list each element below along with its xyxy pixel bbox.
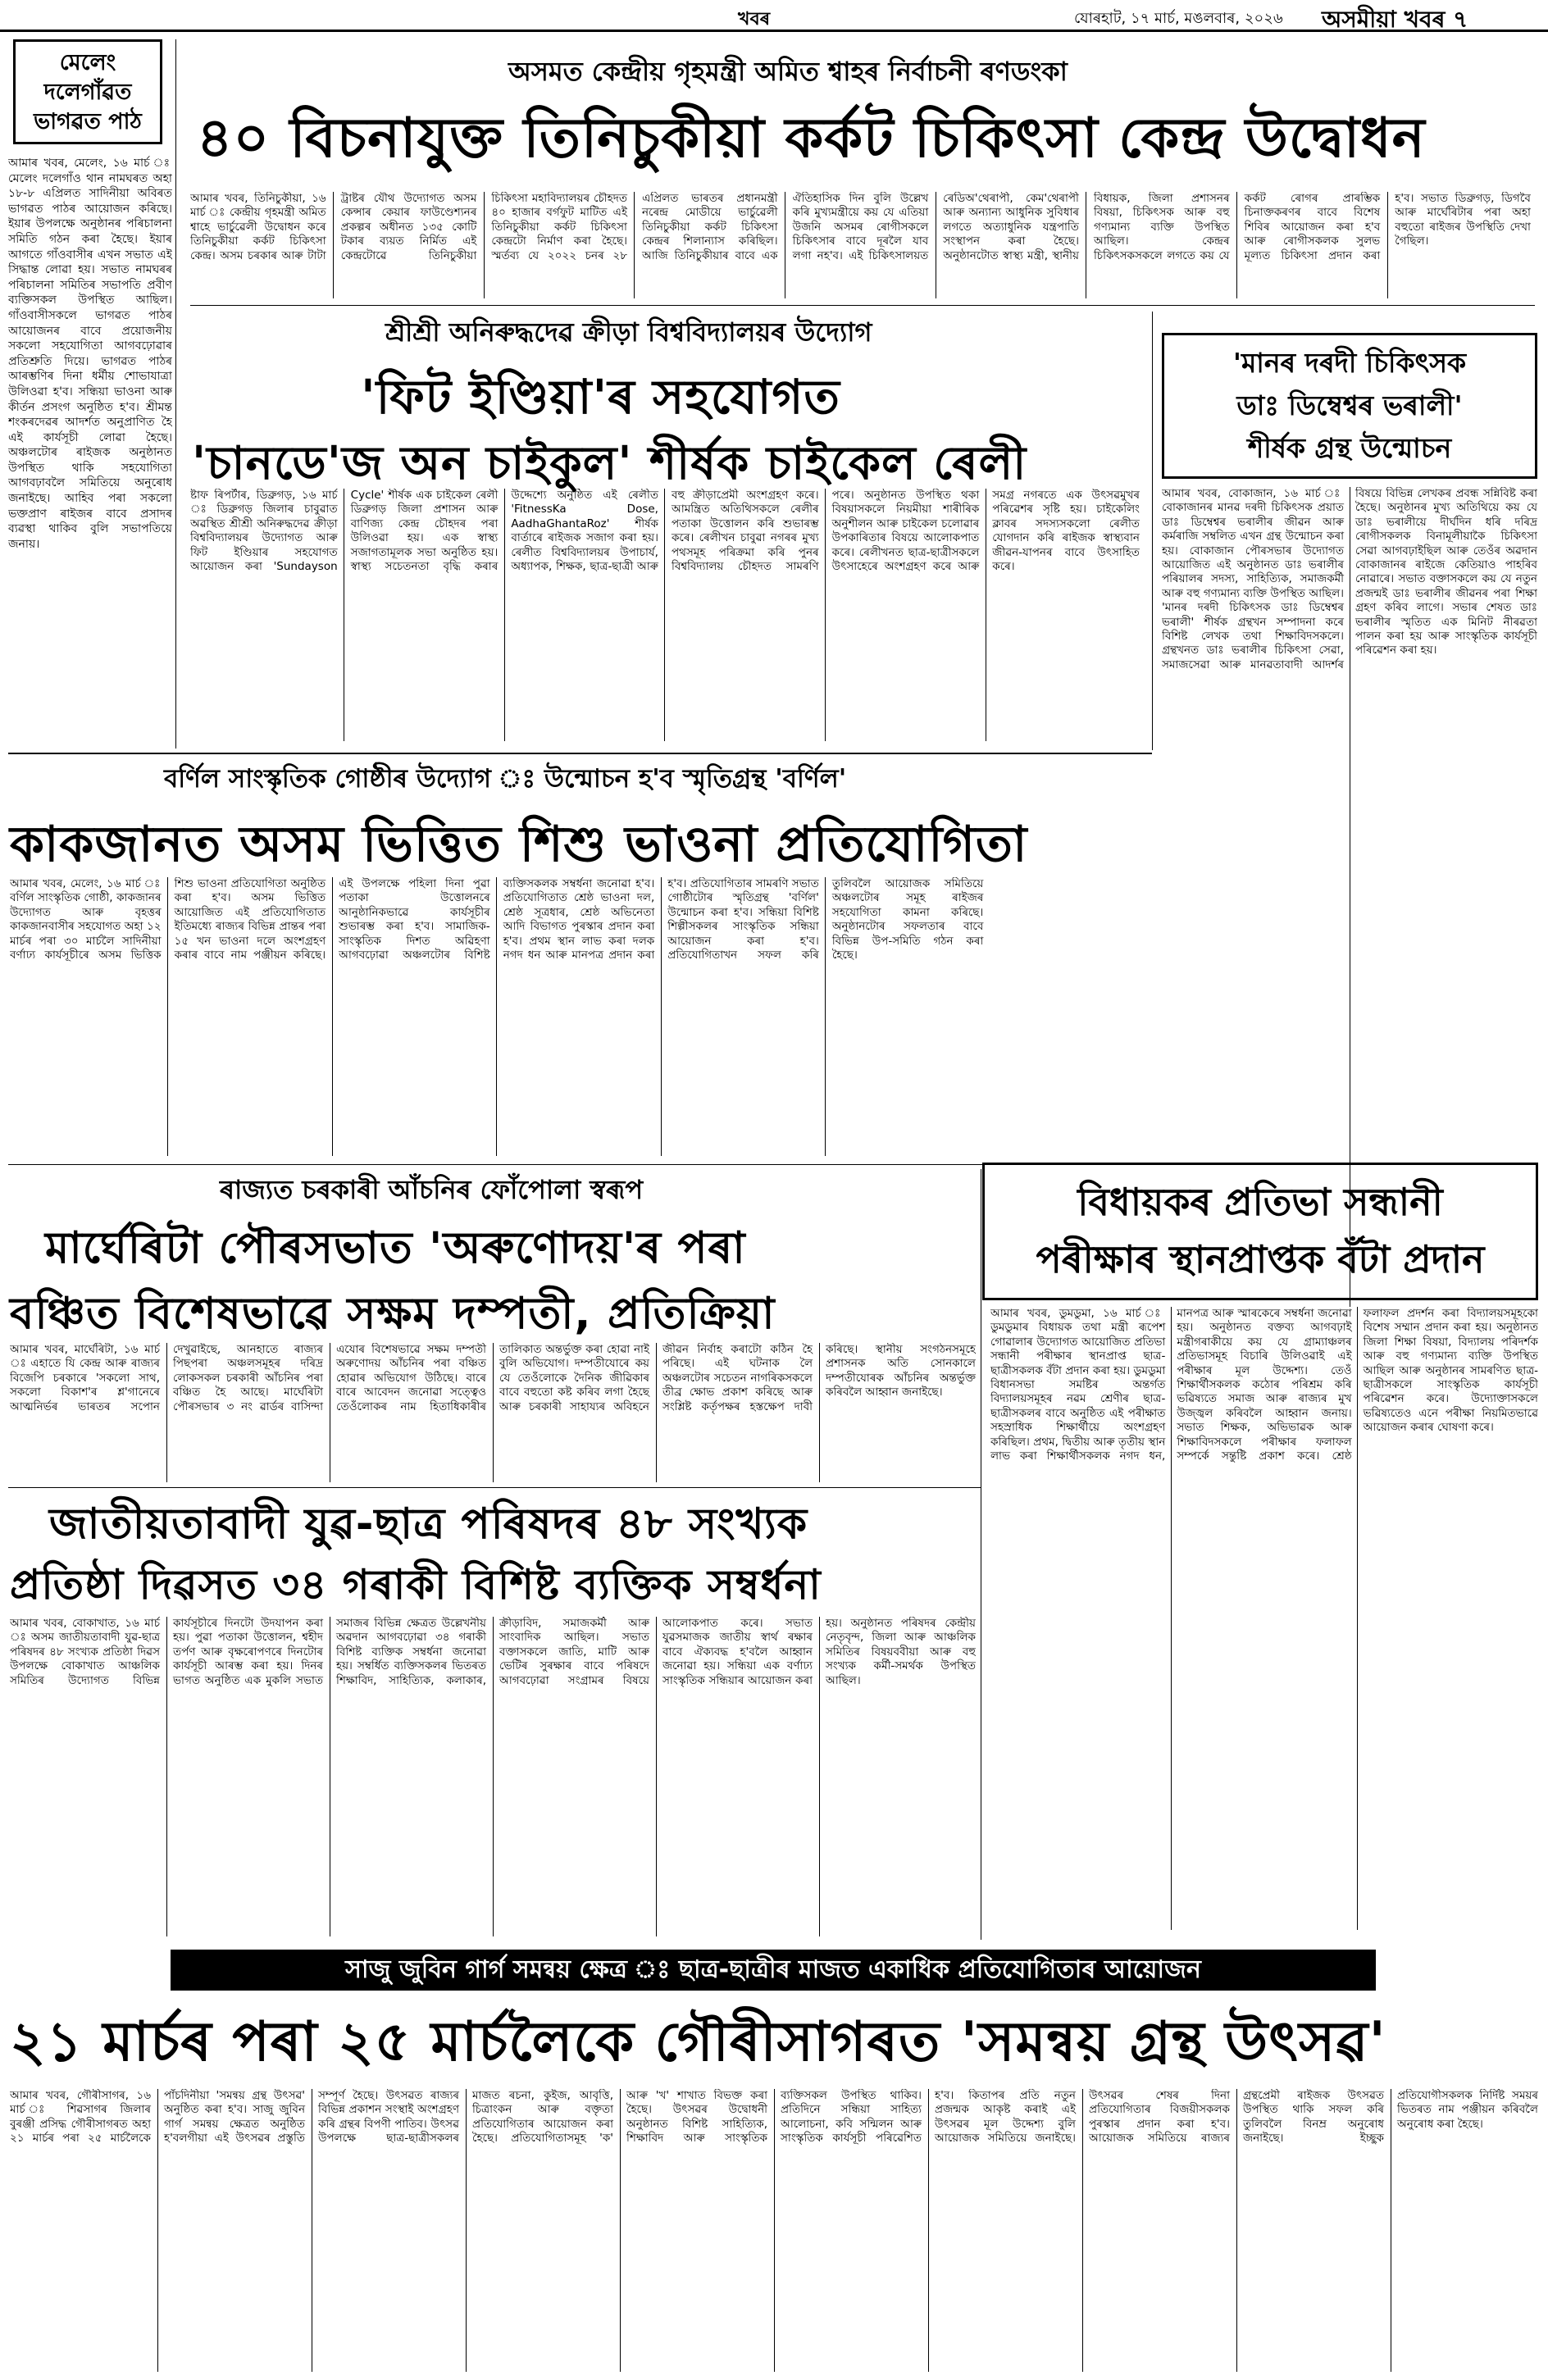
samannay-body: আমাৰ খবৰ, গৌৰীসাগৰ, ১৬ মাৰ্চ ঃ শিৱসাগৰ জিলাৰ বুৰঞ্জী প্ৰসিদ্ধ গৌৰীসাগৰত অহা ২১ মাৰ্চৰ পৰা ২৫ মাৰ্চলৈকে পাঁচদিনীয়া 'সমন্বয় গ্ৰন্থ উৎসৱ' অনুষ্ঠিত কৰা হ'ব। সাজু জুবিন গাৰ্গ সমন্বয় ক্ষেত্ৰত অনুষ্ঠিত হ'বলগীয়া এই উৎসৱৰ প্ৰস্তুতি সম্পূৰ্ণ হৈছে। উৎসৱত ৰাজ্যৰ বিভিন্ন প্ৰকাশন সংস্থাই অংশগ্ৰহণ কৰি গ্ৰন্থৰ বিপণী পাতিব। উৎসৱ উপলক্ষে ছাত্ৰ-ছাত্ৰীসকলৰ মাজত ৰচনা, কুইজ, আবৃত্তি, চিত্ৰাংকন আৰু বক্তৃতা প্ৰতিযোগিতাৰ আয়োজন কৰা হৈছে। প্ৰতিযোগিতাসমূহ 'ক' আৰু 'খ' শাখাত বিভক্ত কৰা হৈছে। উৎসৱৰ উদ্বোধনী অনুষ্ঠানত বিশিষ্ট সাহিত্যিক, শিক্ষাবিদ আৰু সাংস্কৃতিক ব্যক্তিসকল উপস্থিত থাকিব। প্ৰতিদিনে সন্ধিয়া সাহিত্য আলোচনা, কবি সন্মিলন আৰু সাংস্কৃতিক কাৰ্যসূচী পৰিৱেশিত হ'ব। কিতাপৰ প্ৰতি নতুন প্ৰজন্মক আকৃষ্ট কৰাই এই উৎসৱৰ মূল উদ্দেশ্য বুলি আয়োজক সমিতিয়ে জনাইছে। উৎসৱৰ শেষৰ দিনা প্ৰতিযোগিতাৰ বিজয়ীসকলক পুৰস্কাৰ প্ৰদান কৰা হ'ব। আয়োজক সমিতিয়ে ৰাজ্যৰ গ্ৰন্থপ্ৰেমী ৰাইজক উৎসৱত উপস্থিত থাকি সফল কৰি তুলিবলৈ বিনম্ৰ অনুৰোধ জনাইছে। ইচ্ছুক প্ৰতিযোগীসকলক নিৰ্দিষ্ট সময়ৰ ভিতৰত নাম পঞ্জীয়ন কৰিবলৈ অনুৰোধ কৰা হৈছে।: [10, 2089, 1538, 2146]
sidebar-body: আমাৰ খবৰ, মেলেং, ১৬ মাৰ্চ ঃ মেলেং দলেগাঁও থান নামঘৰত অহা ১৮-৮ এপ্ৰিলত সাদিনীয়া অবিৰত ভাগৱত পাঠৰ আয়োজন কৰিছে। ইয়াৰ উপলক্ষে অনুষ্ঠানৰ পৰিচালনা সমিতি গঠন কৰা হৈছে। ইয়াৰ আগতে গাঁওবাসীৰ এখন সভাত এই সিদ্ধান্ত লোৱা হয়। সভাত নামঘৰৰ পৰিচালনা সমিতিৰ সভাপতি প্ৰবীণ ব্যক্তিসকল উপস্থিত আছিল। গাঁওবাসীসকলে ভাগৱত পাঠৰ আয়োজনৰ বাবে প্ৰয়োজনীয় সকলো সহযোগিতা আগবঢ়োৱাৰ প্ৰতিশ্ৰুতি দিয়ে। ভাগৱত পাঠৰ আৰম্ভণিৰ দিনা ধৰ্মীয় শোভাযাত্ৰা উলিওৱা হ'ব। সন্ধিয়া ভাওনা আৰু কীৰ্তন প্ৰসংগ অনুষ্ঠিত হ'ব। শ্ৰীমন্ত শংকৰদেৱৰ আদৰ্শত অনুপ্ৰাণিত হৈ এই কাৰ্যসূচী লোৱা হৈছে। অঞ্চলটোৰ ৰাইজক অনুষ্ঠানত উপস্থিত থাকি সহযোগিতা আগবঢ়াবলৈ সমিতিয়ে অনুৰোধ জনাইছে। আহিব পৰা সকলো ভক্তপ্ৰাণ ৰাইজৰ বাবে প্ৰসাদৰ ব্যৱস্থা থাকিব বুলি সভাপতিয়ে জনায়।: [8, 157, 172, 551]
pratibha-headline-2: পৰীক্ষাৰ স্থানপ্ৰাপ্তক বঁটা প্ৰদান: [1036, 1237, 1485, 1281]
bhaona-kicker: বৰ্ণিল সাংস্কৃতিক গোষ্ঠীৰ উদ্যোগ ঃ উন্মোচন হ'ব স্মৃতিগ্ৰন্থ 'বৰ্ণিল': [164, 764, 847, 794]
margherita-headline-2: বঞ্চিত বিশেষভাৱে সক্ষম দম্পতী, প্ৰতিক্ৰিয়া: [10, 1289, 776, 1339]
jatiyatabadi-top-rule: [8, 1487, 981, 1488]
lead-kicker: অসমত কেন্দ্ৰীয় গৃহমন্ত্ৰী অমিত শ্বাহৰ নিৰ্বাচনী ৰণডংকা: [508, 56, 1068, 87]
fit-india-headline-1: 'ফিট ইণ্ডিয়া'ৰ সহযোগত: [361, 369, 840, 425]
pratibha-headline-1: বিধায়কৰ প্ৰতিভা সন্ধানী: [1077, 1180, 1443, 1224]
samannay-kicker-banner: [171, 1950, 1376, 1991]
masthead-brand: অসমীয়া খবৰ ৭: [1322, 6, 1468, 33]
margherita-body: আমাৰ খবৰ, মাৰ্ঘেৰিটা, ১৬ মাৰ্চ ঃ এহাতে যি কেন্দ্ৰ আৰু ৰাজ্যৰ বিজেপি চৰকাৰে 'সকলো সাথ, সকলো বিকাশ'ৰ শ্ল'গানেৰে আত্মনিৰ্ভৰ ভাৰতৰ সপোন দেখুৱাইছে, আনহাতে ৰাজ্যৰ পিছপৰা অঞ্চলসমূহৰ দৰিদ্ৰ লোকসকল চৰকাৰী আঁচনিৰ পৰা বঞ্চিত হৈ আছে। মাৰ্ঘেৰিটা পৌৰসভাৰ ৩ নং ৱাৰ্ডৰ বাসিন্দা এযোৰ বিশেষভাৱে সক্ষম দম্পতী অৰুণোদয় আঁচনিৰ পৰা বঞ্চিত হোৱাৰ অভিযোগ উঠিছে। বাৰে বাৰে আবেদন জনোৱা সত্ত্বেও তেওঁলোকৰ নাম হিতাধিকাৰীৰ তালিকাত অন্তৰ্ভুক্ত কৰা হোৱা নাই বুলি অভিযোগ। দম্পতীযোৰে কয় যে তেওঁলোকে দৈনিক জীৱিকাৰ বাবে বহুতো কষ্ট কৰিব লগা হৈছে আৰু চৰকাৰী সাহায্যৰ অবিহনে জীৱন নিৰ্বাহ কৰাটো কঠিন হৈ পৰিছে। এই ঘটনাক লৈ অঞ্চলটোৰ সচেতন নাগৰিকসকলে তীব্ৰ ক্ষোভ প্ৰকাশ কৰিছে আৰু সংশ্লিষ্ট কৰ্তৃপক্ষৰ হস্তক্ষেপ দাবী কৰিছে। স্থানীয় সংগঠনসমূহে প্ৰশাসনক অতি সোনকালে দম্পতীযোৰক আঁচনিৰ অন্তৰ্ভুক্ত কৰিবলৈ আহ্বান জনাইছে।: [10, 1343, 976, 1413]
page-header: [0, 0, 1548, 32]
fit-india-headline-2: 'চানডে'জ অন চাইকুল' শীৰ্ষক চাইকেল ৰেলী: [192, 437, 1027, 490]
pratibha-body: আমাৰ খবৰ, ডুমডুমা, ১৬ মাৰ্চ ঃ ডুমডুমাৰ বিধায়ক তথা মন্ত্ৰী ৰূপেশ গোৱালাৰ উদ্যোগত আয়োজিত প্ৰতিভা সন্ধানী পৰীক্ষাৰ স্থানপ্ৰাপ্ত ছাত্ৰ-ছাত্ৰীসকলক বঁটা প্ৰদান কৰা হয়। ডুমডুমা বিধানসভা সমষ্টিৰ অন্তৰ্গত বিদ্যালয়সমূহৰ নৱম শ্ৰেণীৰ ছাত্ৰ-ছাত্ৰীসকলৰ বাবে অনুষ্ঠিত এই পৰীক্ষাত সহস্ৰাধিক শিক্ষাৰ্থীয়ে অংশগ্ৰহণ কৰিছিল। প্ৰথম, দ্বিতীয় আৰু তৃতীয় স্থান লাভ কৰা শিক্ষাৰ্থীসকলক নগদ ধন, মানপত্ৰ আৰু স্মাৰকেৰে সম্বৰ্ধনা জনোৱা হয়। অনুষ্ঠানত বক্তব্য আগবঢ়াই মন্ত্ৰীগৰাকীয়ে কয় যে গ্ৰাম্যাঞ্চলৰ প্ৰতিভাসমূহ বিচাৰি উলিওৱাই এই পৰীক্ষাৰ মূল উদ্দেশ্য। তেওঁ শিক্ষাৰ্থীসকলক কঠোৰ পৰিশ্ৰম কৰি ভৱিষ্যতে সমাজ আৰু ৰাজ্যৰ মুখ উজ্জ্বল কৰিবলৈ আহ্বান জনায়। সভাত শিক্ষক, অভিভাৱক আৰু শিক্ষাবিদসকলে পৰীক্ষাৰ ফলাফল সম্পৰ্কে সন্তুষ্টি প্ৰকাশ কৰে। শ্ৰেষ্ঠ ফলাফল প্ৰদৰ্শন কৰা বিদ্যালয়সমূহকো বিশেষ সম্মান প্ৰদান কৰা হয়। অনুষ্ঠানত জিলা শিক্ষা বিষয়া, বিদ্যালয় পৰিদৰ্শক আৰু বহু গণ্যমান্য ব্যক্তি উপস্থিত আছিল আৰু অনুষ্ঠানৰ সামৰণিত ছাত্ৰ-ছাত্ৰীসকলে সাংস্কৃতিক কাৰ্যসূচী পৰিৱেশন কৰে। উদ্যোক্তাসকলে ভৱিষ্যতেও এনে পৰীক্ষা নিয়মিতভাৱে আয়োজন কৰাৰ ঘোষণা কৰে।: [990, 1307, 1538, 1463]
section-label: খবৰ: [738, 9, 771, 30]
sidebar-title-2: দলেগাঁৱত: [43, 80, 132, 105]
margherita-headline-1: মাৰ্ঘেৰিটা পৌৰসভাত 'অৰুণোদয়'ৰ পৰা: [45, 1223, 746, 1273]
bhaona-headline: কাকজানত অসম ভিত্তিত শিশু ভাওনা প্ৰতিযোগিতা: [10, 816, 1028, 873]
samannay-headline: ২১ মাৰ্চৰ পৰা ২৫ মাৰ্চলৈকে গৌৰীসাগৰত 'সমন্বয় গ্ৰন্থ উৎসৱ': [10, 2009, 1386, 2073]
fit-india-kicker: শ্ৰীশ্ৰী অনিৰুদ্ধদেৱ ক্ৰীড়া বিশ্ববিদ্যালয়ৰ উদ্যোগ: [385, 316, 872, 348]
lead-body: আমাৰ খবৰ, তিনিচুকীয়া, ১৬ মাৰ্চ ঃ কেন্দ্ৰীয় গৃহমন্ত্ৰী অমিত শ্বাহে ভাৰ্চুৱেলী উদ্বোধন কৰে তিনিচুকীয়া কৰ্কট চিকিৎসা কেন্দ্ৰ। অসম চৰকাৰ আৰু টাটা ট্ৰাষ্টৰ যৌথ উদ্যোগত অসম কেন্সাৰ কেয়াৰ ফাউণ্ডেশ্যনৰ প্ৰকল্পৰ অধীনত ১৩৫ কোটি টকাৰ ব্যয়ত নিৰ্মিত এই কেন্দ্ৰটোৱে তিনিচুকীয়া চিকিৎসা মহাবিদ্যালয়ৰ চৌহদত ৪০ হাজাৰ বৰ্গফুট মাটিত এই তিনিচুকীয়া কৰ্কট চিকিৎসা কেন্দ্ৰটো নিৰ্মাণ কৰা হৈছে। স্মৰ্তব্য যে ২০২২ চনৰ ২৮ এপ্ৰিলত ভাৰতৰ প্ৰধানমন্ত্ৰী নৰেন্দ্ৰ মোডীয়ে ভাৰ্চুৱেলী তিনিচুকীয়া কৰ্কট চিকিৎসা কেন্দ্ৰৰ শিলান্যাস কৰিছিল। আজি তিনিচুকীয়াৰ বাবে এক ঐতিহাসিক দিন বুলি উল্লেখ কৰি মুখ্যমন্ত্ৰীয়ে কয় যে এতিয়া উজনি অসমৰ ৰোগীসকলে চিকিৎসাৰ বাবে দূৰলৈ যাব লগা নহ'ব। এই চিকিৎসালয়ত ৰেডিঅ'থেৰাপী, কেম'থেৰাপী আৰু অন্যান্য আধুনিক সুবিধাৰ লগতে অত্যাধুনিক যন্ত্ৰপাতি সংস্থাপন কৰা হৈছে। অনুষ্ঠানটোত স্বাস্থ্য মন্ত্ৰী, স্থানীয় বিধায়ক, জিলা প্ৰশাসনৰ বিষয়া, চিকিৎসক আৰু বহু গণ্যমান্য ব্যক্তি উপস্থিত আছিল। কেন্দ্ৰৰ চিকিৎসকসকলে লগতে কয় যে কৰ্কট ৰোগৰ প্ৰাৰম্ভিক চিনাক্তকৰণৰ বাবে বিশেষ শিবিৰ আয়োজন কৰা হ'ব আৰু ৰোগীসকলক সুলভ মূল্যত চিকিৎসা প্ৰদান কৰা হ'ব। সভাত ডিব্ৰুগড়, ডিগবৈ আৰু মাৰ্ঘেৰিটাৰ পৰা অহা বহুতো ৰাইজৰ উপস্থিতি দেখা গৈছিল।: [190, 192, 1531, 262]
main-right-divider: [1152, 312, 1153, 750]
jatiyatabadi-headline-1: জাতীয়তাবাদী যুৱ-ছাত্ৰ পৰিষদৰ ৪৮ সংখ্যক: [49, 1499, 808, 1549]
book-launch-headline-2: ডাঃ ডিম্বেশ্বৰ ভৰালী': [1236, 389, 1463, 421]
samannay-kicker: সাজু জুবিন গাৰ্গ সমন্বয় ক্ষেত্ৰ ঃ ছাত্ৰ-ছাত্ৰীৰ মাজত একাধিক প্ৰতিযোগিতাৰ আয়োজন: [345, 1955, 1201, 1984]
page-number: ৭: [1453, 6, 1468, 33]
book-launch-headline-1: 'মানৰ দৰদী চিকিৎসক: [1232, 347, 1467, 379]
lead-rule: [190, 305, 1535, 306]
book-launch-title-box: [1162, 333, 1537, 479]
sidebar-divider: [175, 39, 176, 749]
book-launch-headline-3: শীৰ্ষক গ্ৰন্থ উন্মোচন: [1247, 432, 1452, 464]
fit-india-body: ষ্টাফ ৰিপৰ্টাৰ, ডিব্ৰুগড়, ১৬ মাৰ্চ ঃ ডিব্ৰুগড় জিলাৰ চাবুৱাত অৱস্থিত শ্ৰীশ্ৰী অনিৰুদ্ধদেৱ ক্ৰীড়া বিশ্ববিদ্যালয়ৰ উদ্যোগত আৰু ফিট ইণ্ডিয়াৰ সহযোগত আয়োজন কৰা 'Sundayson Cycle' শীৰ্ষক এক চাইকেল ৰেলী ডিব্ৰুগড় জিলা প্ৰশাসন আৰু বাণিজ্য কেন্দ্ৰ চৌহদৰ পৰা উলিওৱা হয়। এক স্বাস্থ্য সজাগতামূলক সভা অনুষ্ঠিত হয়। স্বাস্থ্য সচেতনতা বৃদ্ধি কৰাৰ উদ্দেশ্যে অনুষ্ঠিত এই ৰেলীত 'FitnessKa Dose, AadhaGhantaRoz' শীৰ্ষক বাৰ্তাৰে ৰাইজক সজাগ কৰা হয়। ৰেলীত বিশ্ববিদ্যালয়ৰ উপাচাৰ্য, অধ্যাপক, শিক্ষক, ছাত্ৰ-ছাত্ৰী আৰু বহু ক্ৰীড়াপ্ৰেমী অংশগ্ৰহণ কৰে। আমন্ত্ৰিত অতিথিসকলে ৰেলীৰ পতাকা উত্তোলন কৰি শুভাৰম্ভ কৰে। ৰেলীখন চাবুৱা নগৰৰ মুখ্য পথসমূহ পৰিক্ৰমা কৰি পুনৰ বিশ্ববিদ্যালয় চৌহদত সামৰণি পৰে। অনুষ্ঠানত উপস্থিত থকা বিষয়াসকলে নিয়মীয়া শাৰীৰিক অনুশীলন আৰু চাইকেল চলোৱাৰ উপকাৰিতাৰ বিষয়ে আলোকপাত কৰে। ৰেলীখনত ছাত্ৰ-ছাত্ৰীসকলে উৎসাহেৰে অংশগ্ৰহণ কৰে আৰু সমগ্ৰ নগৰতে এক উৎসৱমুখৰ পৰিৱেশৰ সৃষ্টি হয়। চাইকেলিং ক্লাবৰ সদস্যসকলো ৰেলীত যোগদান কৰি ৰাইজক স্বাস্থ্যবান জীৱন-যাপনৰ বাবে উৎসাহিত কৰে।: [190, 489, 1140, 574]
jatiyatabadi-body: আমাৰ খবৰ, বোকাখাত, ১৬ মাৰ্চ ঃ অসম জাতীয়তাবাদী যুৱ-ছাত্ৰ পৰিষদৰ ৪৮ সংখ্যক প্ৰতিষ্ঠা দিৱস উপলক্ষে বোকাখাত আঞ্চলিক সমিতিৰ উদ্যোগত বিভিন্ন কাৰ্যসূচীৰে দিনটো উদযাপন কৰা হয়। পুৱা পতাকা উত্তোলন, শ্বহীদ তৰ্পণ আৰু বৃক্ষৰোপণৰে দিনটোৰ কাৰ্যসূচী আৰম্ভ কৰা হয়। দিনৰ ভাগত অনুষ্ঠিত এক মুকলি সভাত সমাজৰ বিভিন্ন ক্ষেত্ৰত উল্লেখনীয় অৱদান আগবঢ়োৱা ৩৪ গৰাকী বিশিষ্ট ব্যক্তিক সম্বৰ্ধনা জনোৱা হয়। সম্বৰ্ধিত ব্যক্তিসকলৰ ভিতৰত শিক্ষাবিদ, সাহিত্যিক, কলাকাৰ, ক্ৰীড়াবিদ, সমাজকৰ্মী আৰু সাংবাদিক আছিল। সভাত বক্তাসকলে জাতি, মাটি আৰু ভেটিৰ সুৰক্ষাৰ বাবে পৰিষদে আগবঢ়োৱা সংগ্ৰামৰ বিষয়ে আলোকপাত কৰে। সভাত যুৱসমাজক জাতীয় স্বাৰ্থ ৰক্ষাৰ বাবে ঐক্যবদ্ধ হ'বলৈ আহ্বান জনোৱা হয়। সন্ধিয়া এক বৰ্ণাঢ্য সাংস্কৃতিক সন্ধিয়াৰ আয়োজন কৰা হয়। অনুষ্ঠানত পৰিষদৰ কেন্দ্ৰীয় নেতৃবৃন্দ, জিলা আৰু আঞ্চলিক সমিতিৰ বিষয়ববীয়া আৰু বহু সংখ্যক কৰ্মী-সমৰ্থক উপস্থিত আছিল।: [10, 1617, 976, 1687]
lead-headline: ৪০ বিচনাযুক্ত তিনিচুকীয়া কৰ্কট চিকিৎসা কেন্দ্ৰ উদ্বোধন: [197, 106, 1426, 170]
sidebar-title-box: [13, 39, 162, 144]
pratibha-title-box: [982, 1163, 1538, 1300]
bhaona-top-rule: [8, 753, 1152, 754]
book-launch-body: আমাৰ খবৰ, বোকাজান, ১৬ মাৰ্চ ঃ বোকাজানৰ মানৱ দৰদী চিকিৎসক প্ৰয়াত ডাঃ ডিম্বেশ্বৰ ভৰালীৰ জীৱন আৰু কৰ্মৰাজি সম্বলিত এখন গ্ৰন্থ উন্মোচন কৰা হয়। বোকাজান পৌৰসভাৰ উদ্যোগত আয়োজিত এই অনুষ্ঠানত ডাঃ ভৰালীৰ পৰিয়ালৰ সদস্য, সাহিত্যিক, সমাজকৰ্মী আৰু বহু গণ্যমান্য ব্যক্তি উপস্থিত আছিল। 'মানৰ দৰদী চিকিৎসক ডাঃ ডিম্বেশ্বৰ ভৰালী' শীৰ্ষক গ্ৰন্থখন সম্পাদনা কৰে বিশিষ্ট লেখক তথা শিক্ষাবিদসকলে। গ্ৰন্থখনত ডাঃ ভৰালীৰ চিকিৎসা সেৱা, সমাজসেৱা আৰু মানৱতাবাদী আদৰ্শৰ বিষয়ে বিভিন্ন লেখকৰ প্ৰবন্ধ সন্নিবিষ্ট কৰা হৈছে। অনুষ্ঠানৰ মুখ্য অতিথিয়ে কয় যে ডাঃ ভৰালীয়ে দীৰ্ঘদিন ধৰি দৰিদ্ৰ ৰোগীসকলক বিনামূলীয়াকৈ চিকিৎসা সেৱা আগবঢ়াইছিল আৰু তেওঁৰ অৱদান বোকাজানৰ ৰাইজে কেতিয়াও পাহৰিব নোৱাৰে। সভাত বক্তাসকলে কয় যে নতুন প্ৰজন্মই ডাঃ ভৰালীৰ জীৱনৰ পৰা শিক্ষা গ্ৰহণ কৰিব লাগে। সভাৰ শেষত ডাঃ ভৰালীৰ স্মৃতিত এক মিনিট নীৰৱতা পালন কৰা হয় আৰু সাংস্কৃতিক কাৰ্যসূচী পৰিৱেশন কৰা হয়।: [1162, 487, 1537, 671]
bhaona-body: আমাৰ খবৰ, মেলেং, ১৬ মাৰ্চ ঃ বৰ্ণিল সাংস্কৃতিক গোষ্ঠী, কাকজানৰ উদ্যোগত আৰু বৃহত্তৰ কাকজানবাসীৰ সহযোগত অহা ১২ মাৰ্চৰ পৰা ৩০ মাৰ্চলৈ সাদিনীয়া বৰ্ণাঢ্য কাৰ্যসূচীৰে অসম ভিত্তিক শিশু ভাওনা প্ৰতিযোগিতা অনুষ্ঠিত কৰা হ'ব। অসম ভিত্তিত আয়োজিত এই প্ৰতিযোগিতাত ইতিমধ্যে ৰাজ্যৰ বিভিন্ন প্ৰান্তৰ পৰা ১৫ খন ভাওনা দলে অংশগ্ৰহণ কৰাৰ বাবে নাম পঞ্জীয়ন কৰিছে। এই উপলক্ষে পহিলা দিনা পুৱা পতাকা উত্তোলনৰে আনুষ্ঠানিকভাৱে কাৰ্যসূচীৰ শুভাৰম্ভ কৰা হ'ব। সামাজিক-সাংস্কৃতিক দিশত অৱিহণা আগবঢ়োৱা অঞ্চলটোৰ বিশিষ্ট ব্যক্তিসকলক সম্বৰ্ধনা জনোৱা হ'ব। প্ৰতিযোগিতাত শ্ৰেষ্ঠ ভাওনা দল, শ্ৰেষ্ঠ সূত্ৰধাৰ, শ্ৰেষ্ঠ অভিনেতা আদি বিভাগত পুৰস্কাৰ প্ৰদান কৰা হ'ব। প্ৰথম স্থান লাভ কৰা দলক নগদ ধন আৰু মানপত্ৰ প্ৰদান কৰা হ'ব। প্ৰতিযোগিতাৰ সামৰণি সভাত গোষ্ঠীটোৰ স্মৃতিগ্ৰন্থ 'বৰ্ণিল' উন্মোচন কৰা হ'ব। সন্ধিয়া বিশিষ্ট শিল্পীসকলৰ সাংস্কৃতিক সন্ধিয়া আয়োজন কৰা হ'ব। প্ৰতিযোগিতাখন সফল কৰি তুলিবলৈ আয়োজক সমিতিয়ে অঞ্চলটোৰ সমূহ ৰাইজৰ সহযোগিতা কামনা কৰিছে। অনুষ্ঠানটোৰ সফলতাৰ বাবে বিভিন্ন উপ-সমিতি গঠন কৰা হৈছে।: [10, 877, 984, 962]
margherita-kicker: ৰাজ্যত চৰকাৰী আঁচনিৰ ফোঁপোলা স্বৰূপ: [220, 1174, 644, 1205]
sidebar-story: [8, 39, 172, 746]
sidebar-title-3: ভাগৱত পাঠ: [34, 109, 142, 134]
date-line: যোৰহাট, ১৭ মাৰ্চ, মঙলবাৰ, ২০২৬: [1074, 10, 1283, 27]
bhaona-bottom-rule: [8, 1164, 1152, 1165]
sidebar-title-1: মেলেং: [59, 50, 116, 75]
jatiyatabadi-headline-2: প্ৰতিষ্ঠা দিৱসত ৩৪ গৰাকী বিশিষ্ট ব্যক্তিক সম্বৰ্ধনা: [10, 1561, 822, 1609]
